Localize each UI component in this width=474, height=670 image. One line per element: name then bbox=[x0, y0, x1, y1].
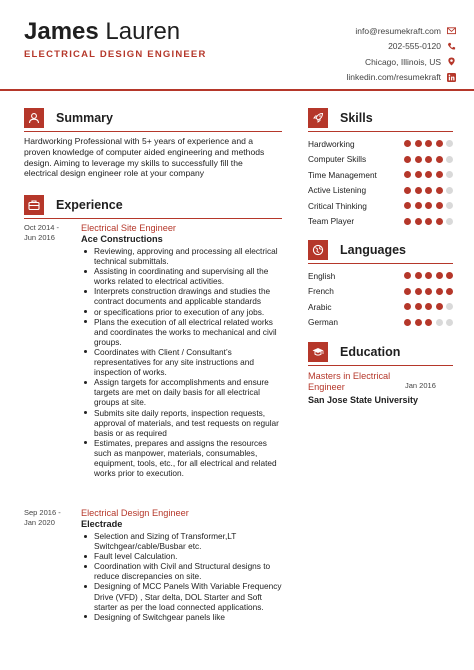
rating-dot-filled bbox=[425, 288, 432, 295]
last-name: Lauren bbox=[105, 18, 181, 45]
user-icon bbox=[24, 108, 44, 128]
rating-dot-filled bbox=[404, 288, 411, 295]
education-heading: Education bbox=[340, 345, 401, 359]
job-position: Electrical Site Engineer bbox=[81, 223, 176, 233]
job-date-end: Jan 2020 bbox=[24, 518, 55, 527]
list-item: Submits site daily reports, inspection requests, approval of materials, and test requests on regular basis or as required bbox=[81, 408, 286, 438]
rating-dot-filled bbox=[425, 272, 432, 279]
rating-dot-filled bbox=[415, 288, 422, 295]
rating-dot-filled bbox=[436, 303, 443, 310]
graduation-cap-icon bbox=[308, 342, 328, 362]
list-item: Coordination with Civil and Structural designs to reduce discrepancies on site. bbox=[81, 561, 286, 581]
rating-dot-filled bbox=[436, 140, 443, 147]
list-item: Selection and Sizing of Transformer,LT Switchgear/cable/Busbar etc. bbox=[81, 531, 286, 551]
first-name: James bbox=[24, 18, 99, 45]
rating-dot-filled bbox=[415, 187, 422, 194]
rating-dot-filled bbox=[415, 156, 422, 163]
list-item: Fault level Calculation. bbox=[81, 551, 286, 561]
skill-rating bbox=[404, 156, 453, 163]
list-item: Assign targets for accomplishments and ensure targets are met on daily basis for all electrical groups at site. bbox=[81, 377, 286, 407]
rating-dot-filled bbox=[404, 202, 411, 209]
rating-dot-filled bbox=[415, 140, 422, 147]
language-row bbox=[308, 284, 453, 299]
job-entry-1 bbox=[24, 223, 286, 503]
rating-dot-empty bbox=[446, 171, 453, 178]
rating-dot-filled bbox=[415, 202, 422, 209]
language-row bbox=[308, 268, 453, 283]
rating-dot-filled bbox=[415, 319, 422, 326]
rating-dot-filled bbox=[404, 272, 411, 279]
skill-rating bbox=[404, 202, 453, 209]
header-divider bbox=[0, 89, 474, 91]
skills-section-header bbox=[308, 108, 373, 128]
rating-dot-filled bbox=[436, 288, 443, 295]
language-rating bbox=[404, 303, 453, 310]
language-rating bbox=[404, 272, 453, 279]
languages-section-header bbox=[308, 240, 406, 260]
job-date-start: Sep 2016 - bbox=[24, 508, 61, 517]
linkedin-icon bbox=[447, 73, 456, 82]
rating-dot-filled bbox=[404, 187, 411, 194]
rating-dot-filled bbox=[415, 272, 422, 279]
rating-dot-empty bbox=[446, 319, 453, 326]
list-item: Reviewing, approving and processing all electrical technical submittals. bbox=[81, 246, 286, 266]
rating-dot-empty bbox=[446, 202, 453, 209]
contact-email[interactable] bbox=[266, 23, 456, 39]
skill-row bbox=[308, 198, 453, 213]
rating-dot-filled bbox=[436, 272, 443, 279]
education-rule bbox=[308, 365, 453, 366]
list-item: Designing of Switchgear panels like bbox=[81, 612, 286, 622]
rating-dot-empty bbox=[446, 303, 453, 310]
job-date-end: Jun 2016 bbox=[24, 233, 55, 242]
job-company: Ace Constructions bbox=[81, 234, 163, 244]
list-item: or specifications prior to execution of any jobs. bbox=[81, 307, 286, 317]
contact-location bbox=[266, 54, 456, 70]
experience-section-header bbox=[24, 195, 123, 215]
skill-name: Active Listening bbox=[308, 185, 367, 195]
rating-dot-filled bbox=[446, 272, 453, 279]
language-rating bbox=[404, 288, 453, 295]
skill-rating bbox=[404, 187, 453, 194]
skill-row bbox=[308, 214, 453, 229]
summary-heading: Summary bbox=[56, 111, 113, 125]
rating-dot-filled bbox=[425, 171, 432, 178]
skill-rating bbox=[404, 171, 453, 178]
job-date bbox=[24, 508, 76, 528]
summary-section-header bbox=[24, 108, 113, 128]
rating-dot-filled bbox=[436, 171, 443, 178]
list-item: Coordinates with Client / Consultant’s representatives for any site instructions and inspection of works. bbox=[81, 347, 286, 377]
rating-dot-filled bbox=[425, 303, 432, 310]
list-item: Estimates, prepares and assigns the resources such as manpower, materials, consumables, equipment, tools, etc., for all electrical and related works prior to execution. bbox=[81, 438, 286, 478]
education-degree: Masters in Electrical Engineer bbox=[308, 371, 391, 392]
skill-rating bbox=[404, 218, 453, 225]
rating-dot-empty bbox=[446, 218, 453, 225]
rating-dot-filled bbox=[415, 303, 422, 310]
education-section-header bbox=[308, 342, 400, 362]
skills-rule bbox=[308, 131, 453, 132]
rocket-icon bbox=[308, 108, 328, 128]
rating-dot-filled bbox=[436, 156, 443, 163]
skill-name: Computer Skills bbox=[308, 154, 367, 164]
rating-dot-filled bbox=[404, 319, 411, 326]
rating-dot-filled bbox=[415, 218, 422, 225]
rating-dot-empty bbox=[446, 140, 453, 147]
skill-name: Critical Thinking bbox=[308, 200, 367, 211]
rating-dot-filled bbox=[425, 156, 432, 163]
skill-rating bbox=[404, 140, 453, 147]
candidate-name bbox=[24, 18, 180, 46]
experience-rule bbox=[24, 218, 282, 219]
language-row bbox=[308, 315, 453, 330]
job-details bbox=[81, 223, 286, 478]
rating-dot-empty bbox=[436, 319, 443, 326]
skill-row bbox=[308, 152, 453, 167]
rating-dot-filled bbox=[404, 140, 411, 147]
job-date bbox=[24, 223, 76, 243]
contact-email-text[interactable]: info@resumekraft.com bbox=[355, 25, 441, 36]
education-school: San Jose State University bbox=[308, 395, 419, 405]
rating-dot-filled bbox=[425, 319, 432, 326]
skill-name: Time Management bbox=[308, 169, 377, 180]
rating-dot-filled bbox=[436, 218, 443, 225]
job-entry-2 bbox=[24, 508, 286, 668]
contact-location-text: Chicago, Illinois, US bbox=[364, 56, 441, 67]
contact-phone[interactable] bbox=[266, 39, 456, 55]
languages-rule bbox=[308, 263, 453, 264]
job-duties bbox=[81, 246, 286, 478]
location-icon bbox=[447, 57, 456, 66]
job-duties bbox=[81, 531, 286, 622]
list-item: Assisting in coordinating and supervising all the works related to electrical activities. bbox=[81, 266, 286, 286]
rating-dot-filled bbox=[425, 187, 432, 194]
job-date-start: Oct 2014 - bbox=[24, 223, 60, 232]
experience-heading: Experience bbox=[56, 198, 123, 212]
rating-dot-filled bbox=[425, 140, 432, 147]
rating-dot-filled bbox=[436, 187, 443, 194]
skill-name: Hardworking bbox=[308, 138, 355, 149]
contact-linkedin[interactable] bbox=[266, 70, 456, 86]
rating-dot-filled bbox=[404, 171, 411, 178]
email-icon bbox=[447, 26, 456, 35]
briefcase-icon bbox=[24, 195, 44, 215]
rating-dot-filled bbox=[425, 202, 432, 209]
phone-icon bbox=[447, 42, 456, 51]
list-item: Interprets construction drawings and studies the contract documents and applicable standards bbox=[81, 286, 286, 306]
rating-dot-filled bbox=[404, 303, 411, 310]
rating-dot-filled bbox=[425, 218, 432, 225]
resume-header bbox=[0, 0, 474, 83]
language-name: French bbox=[308, 286, 334, 296]
rating-dot-filled bbox=[404, 156, 411, 163]
skill-row bbox=[308, 167, 453, 182]
list-item: Plans the execution of all electrical related works and coordinates the works to mechanical and civil groups. bbox=[81, 317, 286, 347]
skills-heading: Skills bbox=[340, 111, 373, 125]
job-position: Electrical Design Engineer bbox=[81, 508, 189, 518]
language-rating bbox=[404, 319, 453, 326]
language-name: Arabic bbox=[308, 301, 332, 312]
globe-icon bbox=[308, 240, 328, 260]
contact-info bbox=[266, 23, 456, 85]
rating-dot-empty bbox=[446, 156, 453, 163]
skill-row bbox=[308, 136, 453, 151]
skill-name: Team Player bbox=[308, 216, 355, 226]
languages-heading: Languages bbox=[340, 243, 406, 257]
contact-linkedin-text[interactable]: linkedin.com/resumekraft bbox=[346, 72, 441, 83]
job-title: ELECTRICAL DESIGN ENGINEER bbox=[24, 49, 207, 60]
rating-dot-filled bbox=[404, 218, 411, 225]
rating-dot-filled bbox=[436, 202, 443, 209]
summary-text: Hardworking Professional with 5+ years of experience and a proven knowledge of computer aided engineering and methods design. Aiming to leverage my skills to successfully fill the electrical design engineer role at your company bbox=[24, 136, 265, 179]
list-item: Designing of MCC Panels With Variable Frequency Drive (VFD) , Star delta, DOL Starter and Soft starter as per the load connected applications. bbox=[81, 581, 286, 611]
summary-rule bbox=[24, 131, 282, 132]
rating-dot-filled bbox=[415, 171, 422, 178]
language-row bbox=[308, 299, 453, 314]
language-name: English bbox=[308, 270, 336, 281]
language-name: German bbox=[308, 317, 338, 327]
job-company: Electrade bbox=[81, 519, 123, 529]
skill-row bbox=[308, 183, 453, 198]
rating-dot-empty bbox=[446, 187, 453, 194]
job-details bbox=[81, 508, 286, 622]
education-date: Jan 2016 bbox=[405, 381, 436, 390]
contact-phone-text[interactable]: 202-555-0120 bbox=[388, 41, 441, 52]
rating-dot-filled bbox=[446, 288, 453, 295]
